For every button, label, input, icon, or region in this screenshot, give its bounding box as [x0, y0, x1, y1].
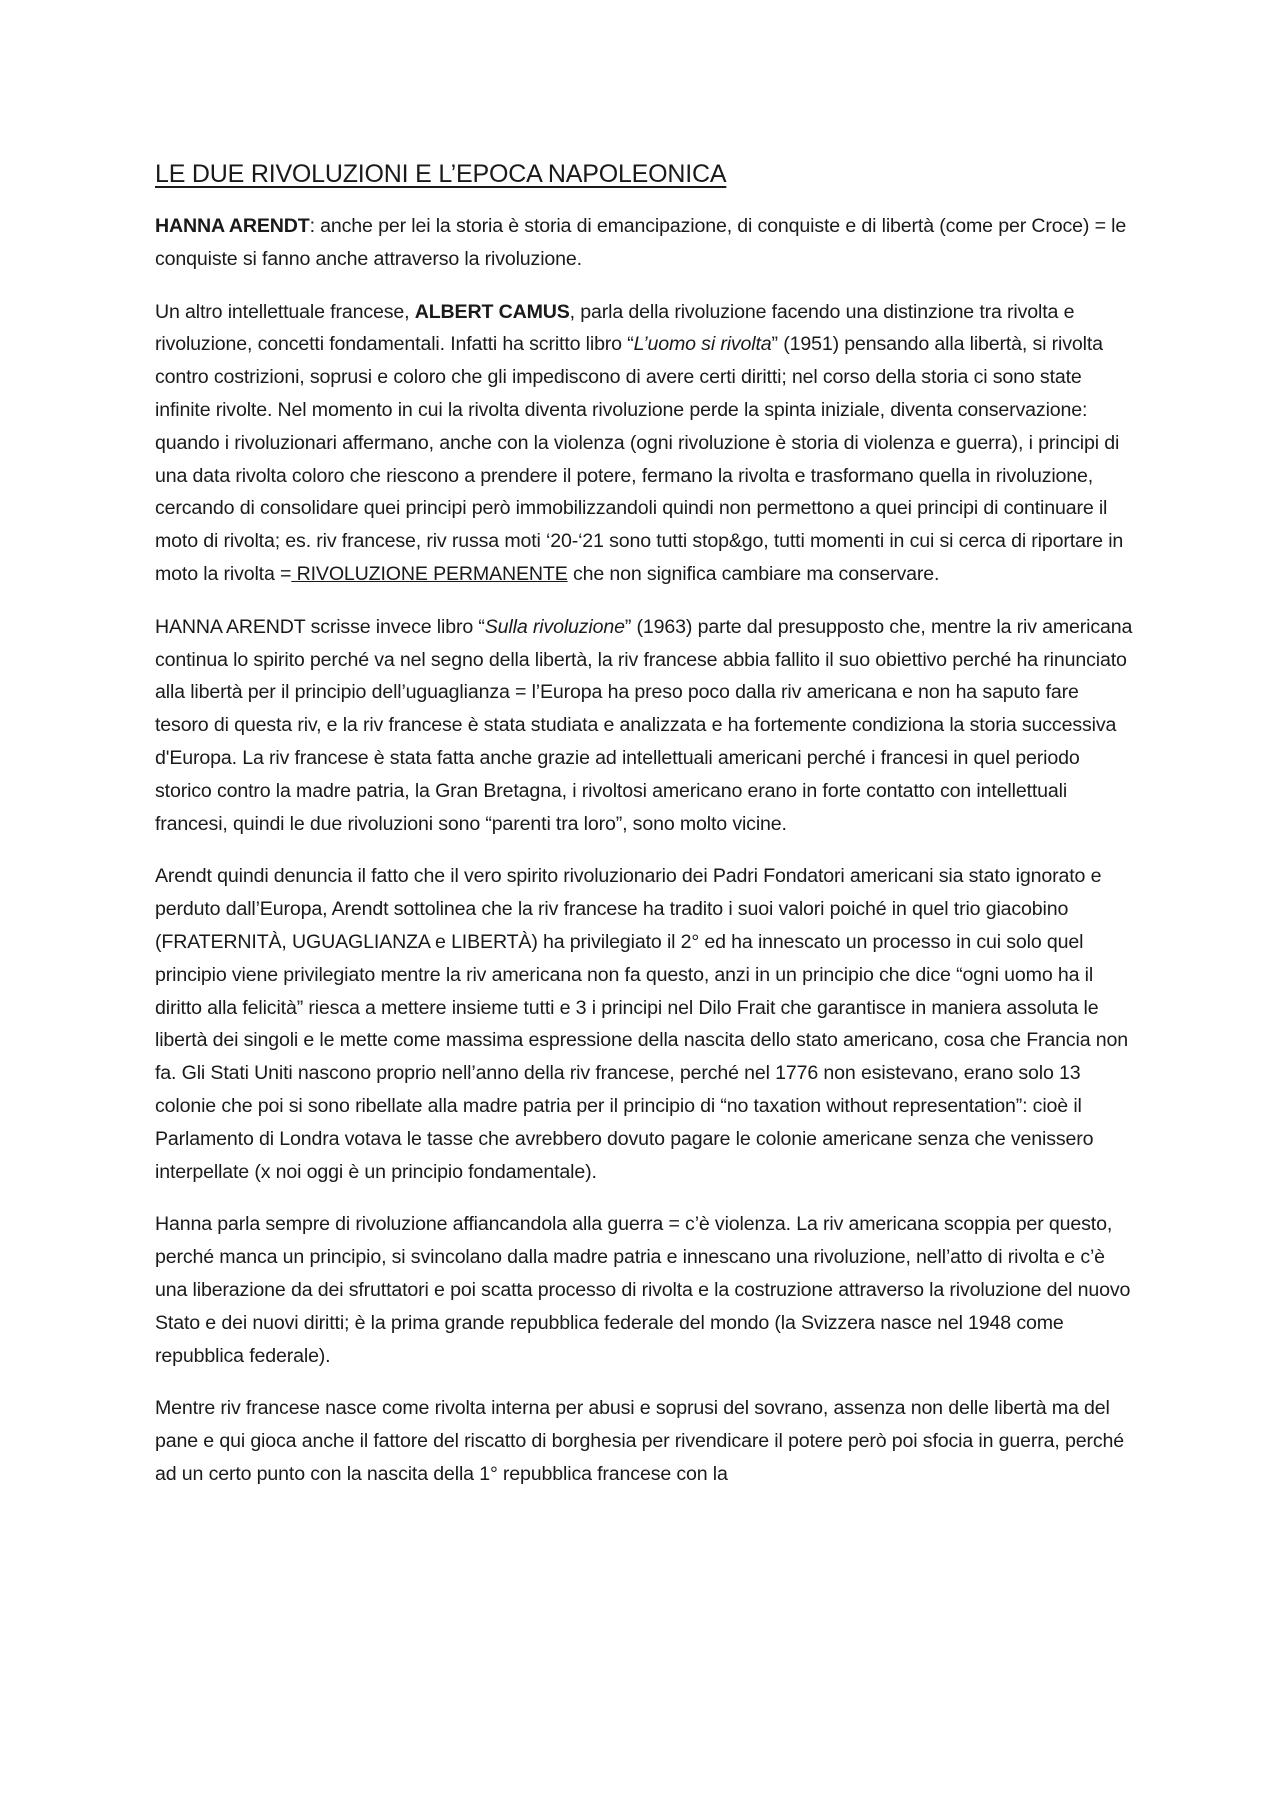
- paragraph-arendt-intro: [155, 210, 1135, 276]
- paragraph-text: HANNA ARENDT scrisse invece libro “: [155, 615, 485, 638]
- document-title: LE DUE RIVOLUZIONI E L’EPOCA NAPOLEONICA: [155, 160, 727, 188]
- book-title-camus: L’uomo si rivolta: [633, 333, 772, 356]
- paragraph-text: ” (1963) parte dal presupposto che, mentre la riv americana continua lo spirito perché va nel segno della libertà, la riv francese abbia fallito il suo obiettivo perché ha rinunciato alla libertà per il principio dell’uguaglianza = l’Europa ha preso poco dalla riv americana e non ha saputo fare tesoro di questa riv, e la riv francese è stata studiata e analizzata e ha fortemente condiziona la storia successiva d'Europa. La riv francese è stata fatta anche grazie ad intellettuali americani perché i francesi in quel periodo storico contro la madre patria, la Gran Bretagna, i rivoltosi americano erano in forte contatto con intellettuali francesi, quindi le due rivoluzioni sono “parenti tra loro”, sono molto vicine.: [155, 615, 1133, 835]
- bold-name-arendt: HANNA ARENDT: [155, 215, 310, 237]
- paragraph-arendt-book: [155, 611, 1135, 841]
- document-page: [155, 158, 1135, 1511]
- paragraph-text: che non significa cambiare ma conservare.: [567, 562, 940, 585]
- bold-name-camus: ALBERT CAMUS: [414, 300, 570, 323]
- paragraph-american-revolution: Hanna parla sempre di rivoluzione affiancandola alla guerra = c’è violenza. La riv americana scoppia per questo, perché manca un principio, si svincolano dalla madre patria e innescano una rivoluzione, nell’atto di rivolta e c’è una liberazione da dei sfruttatori e poi scatta processo di rivolta e la costruzione attraverso la rivoluzione del nuovo Stato e dei nuovi diritti; è la prima grande repubblica federale del mondo (la Svizzera nasce nel 1948 come repubblica federale).: [155, 1213, 1131, 1367]
- paragraph-camus: [155, 296, 1135, 591]
- paragraph-french-revolution: Mentre riv francese nasce come rivolta interna per abusi e soprusi del sovrano, assenza non delle libertà ma del pane e qui gioca anche il fattore del riscatto di borghesia per rivendicare il potere però poi sfocia in guerra, perché ad un certo punto con la nascita della 1° repubblica francese con la: [155, 1397, 1124, 1485]
- paragraph-text: Un altro intellettuale francese,: [155, 300, 415, 323]
- paragraph-text: : anche per lei la storia è storia di emancipazione, di conquiste e di libertà (come per Croce) = le conquiste si fanno anche attraverso la rivoluzione.: [155, 215, 1127, 270]
- paragraph-text: , parla della rivoluzione facendo una distinzione tra rivolta e rivoluzione, concetti fondamentali. Infatti ha scritto libro “: [155, 300, 1075, 356]
- paragraph-arendt-critique: Arendt quindi denuncia il fatto che il vero spirito rivoluzionario dei Padri Fondatori americani sia stato ignorato e perduto dall’Europa, Arendt sottolinea che la riv francese ha tradito i suoi valori poiché in quel trio giacobino (FRATERNITÀ, UGUAGLIANZA e LIBERTÀ) ha privilegiato il 2° ed ha innescato un processo in cui solo quel principio viene privilegiato mentre la riv americana non fa questo, anzi in un principio che dice “ogni uomo ha il diritto alla felicità” riesca a mettere insieme tutti e 3 i principi nel Dilo Frait che garantisce in maniera assoluta le libertà dei singoli e le mette come massima espressione della nascita dello stato americano, cosa che Francia non fa. Gli Stati Uniti nascono proprio nell’anno della riv francese, perché nel 1776 non esistevano, erano solo 13 colonie che poi si sono ribellate alla madre patria per il principio di “no taxation without representation”: cioè il Parlamento di Londra votava le tasse che avrebbero dovuto pagare le colonie americane senza che venissero interpellate (x noi oggi è un principio fondamentale).: [155, 865, 1129, 1183]
- book-title-arendt: Sulla rivoluzione: [484, 615, 625, 638]
- paragraph-text: ” (1951) pensando alla libertà, si rivolta contro costrizioni, soprusi e coloro che gli impediscono di avere certi diritti; nel corso della storia ci sono state infinite rivolte. Nel momento in cui la rivolta diventa rivoluzione perde la spinta iniziale, diventa conservazione: quando i rivoluzionari affermano, anche con la violenza (ogni rivoluzione è storia di violenza e guerra), i principi di una data rivolta coloro che riescono a prendere il potere, fermano la rivolta e trasformano quella in rivoluzione, cercando di consolidare quei principi però immobilizzandoli quindi non permettono a quei principi di continuare il moto di rivolta; es. riv francese, riv russa moti ‘20-‘21 sono tutti stop&go, tutti momenti in cui si cerca di riportare in moto la rivolta =: [155, 333, 1124, 585]
- underlined-term: RIVOLUZIONE PERMANENTE: [291, 562, 568, 585]
